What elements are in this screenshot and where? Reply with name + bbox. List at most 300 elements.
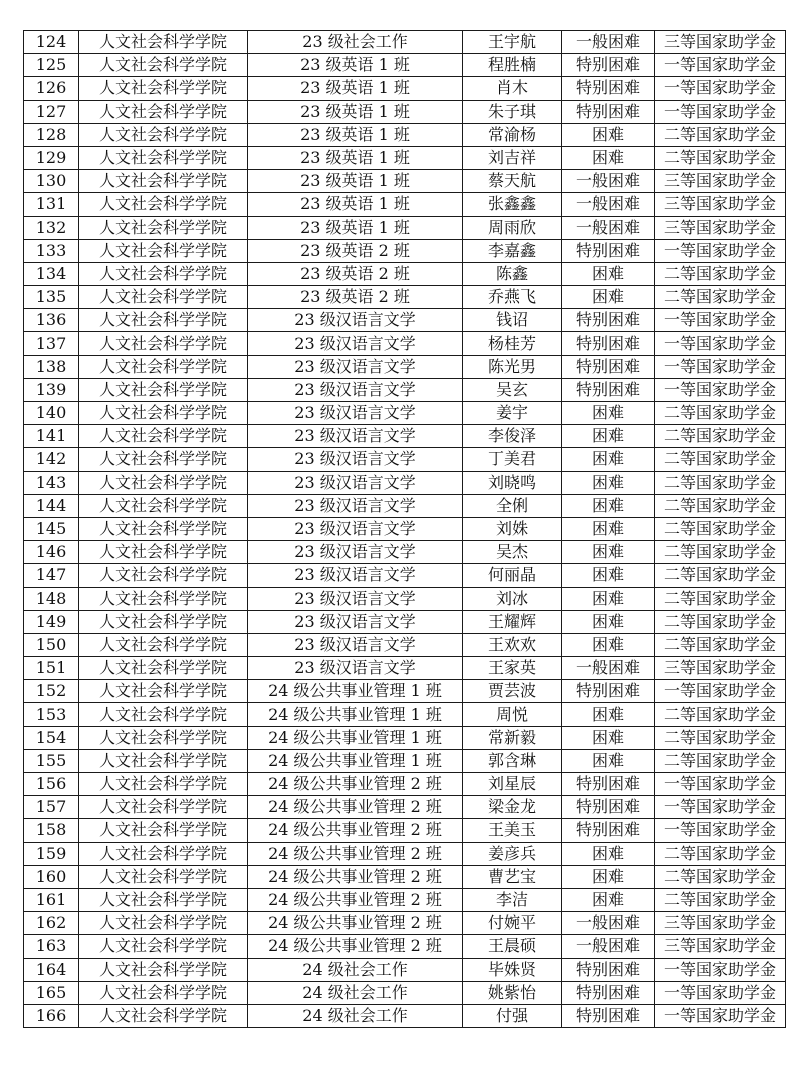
cell-student-name: 王晨硕 <box>463 935 562 958</box>
table-row <box>24 378 786 401</box>
cell-difficulty-level: 一般困难 <box>562 170 655 193</box>
cell-college: 人文社会科学学院 <box>79 773 248 796</box>
cell-grant-level: 一等国家助学金 <box>655 355 786 378</box>
cell-class: 24 级公共事业管理 1 班 <box>248 703 463 726</box>
cell-college: 人文社会科学学院 <box>79 378 248 401</box>
cell-grant-level: 二等国家助学金 <box>655 517 786 540</box>
cell-college: 人文社会科学学院 <box>79 402 248 425</box>
table-row <box>24 448 786 471</box>
cell-number: 127 <box>24 100 79 123</box>
cell-number: 130 <box>24 170 79 193</box>
table-row <box>24 262 786 285</box>
roster-body <box>24 31 786 1028</box>
cell-class: 23 级汉语言文学 <box>248 564 463 587</box>
cell-difficulty-level: 困难 <box>562 425 655 448</box>
cell-difficulty-level: 特别困难 <box>562 958 655 981</box>
cell-grant-level: 二等国家助学金 <box>655 610 786 633</box>
cell-student-name: 郭含琳 <box>463 749 562 772</box>
cell-difficulty-level: 特别困难 <box>562 378 655 401</box>
table-row <box>24 657 786 680</box>
cell-student-name: 吴玄 <box>463 378 562 401</box>
cell-student-name: 周悦 <box>463 703 562 726</box>
table-row <box>24 123 786 146</box>
cell-number: 148 <box>24 587 79 610</box>
cell-student-name: 王耀辉 <box>463 610 562 633</box>
cell-class: 23 级汉语言文学 <box>248 332 463 355</box>
cell-student-name: 王欢欢 <box>463 633 562 656</box>
cell-student-name: 程胜楠 <box>463 54 562 77</box>
cell-class: 24 级公共事业管理 2 班 <box>248 796 463 819</box>
cell-student-name: 李俊泽 <box>463 425 562 448</box>
cell-difficulty-level: 困难 <box>562 865 655 888</box>
cell-class: 24 级公共事业管理 1 班 <box>248 749 463 772</box>
cell-difficulty-level: 特别困难 <box>562 981 655 1004</box>
table-row <box>24 958 786 981</box>
cell-grant-level: 一等国家助学金 <box>655 239 786 262</box>
cell-college: 人文社会科学学院 <box>79 935 248 958</box>
cell-difficulty-level: 困难 <box>562 703 655 726</box>
cell-student-name: 曹艺宝 <box>463 865 562 888</box>
cell-difficulty-level: 特别困难 <box>562 239 655 262</box>
cell-class: 23 级汉语言文学 <box>248 633 463 656</box>
cell-class: 24 级社会工作 <box>248 981 463 1004</box>
cell-grant-level: 二等国家助学金 <box>655 865 786 888</box>
cell-grant-level: 二等国家助学金 <box>655 749 786 772</box>
cell-class: 23 级英语 1 班 <box>248 77 463 100</box>
table-row <box>24 819 786 842</box>
cell-college: 人文社会科学学院 <box>79 517 248 540</box>
cell-grant-level: 一等国家助学金 <box>655 819 786 842</box>
cell-college: 人文社会科学学院 <box>79 888 248 911</box>
cell-number: 150 <box>24 633 79 656</box>
cell-class: 23 级英语 1 班 <box>248 100 463 123</box>
cell-difficulty-level: 困难 <box>562 564 655 587</box>
cell-college: 人文社会科学学院 <box>79 1004 248 1027</box>
cell-number: 162 <box>24 912 79 935</box>
cell-grant-level: 一等国家助学金 <box>655 773 786 796</box>
cell-college: 人文社会科学学院 <box>79 262 248 285</box>
cell-number: 151 <box>24 657 79 680</box>
table-row <box>24 402 786 425</box>
cell-grant-level: 二等国家助学金 <box>655 564 786 587</box>
cell-student-name: 贾芸波 <box>463 680 562 703</box>
cell-class: 23 级英语 1 班 <box>248 123 463 146</box>
cell-grant-level: 二等国家助学金 <box>655 726 786 749</box>
cell-grant-level: 二等国家助学金 <box>655 541 786 564</box>
cell-student-name: 朱子琪 <box>463 100 562 123</box>
cell-number: 137 <box>24 332 79 355</box>
table-row <box>24 796 786 819</box>
cell-class: 24 级公共事业管理 2 班 <box>248 819 463 842</box>
cell-number: 145 <box>24 517 79 540</box>
cell-college: 人文社会科学学院 <box>79 309 248 332</box>
cell-grant-level: 二等国家助学金 <box>655 146 786 169</box>
cell-class: 23 级英语 1 班 <box>248 54 463 77</box>
table-row <box>24 216 786 239</box>
cell-number: 139 <box>24 378 79 401</box>
cell-student-name: 全俐 <box>463 494 562 517</box>
table-row <box>24 170 786 193</box>
cell-college: 人文社会科学学院 <box>79 912 248 935</box>
cell-number: 135 <box>24 286 79 309</box>
cell-number: 164 <box>24 958 79 981</box>
cell-student-name: 付婉平 <box>463 912 562 935</box>
cell-grant-level: 二等国家助学金 <box>655 842 786 865</box>
cell-college: 人文社会科学学院 <box>79 100 248 123</box>
cell-student-name: 肖木 <box>463 77 562 100</box>
cell-grant-level: 一等国家助学金 <box>655 981 786 1004</box>
table-row <box>24 912 786 935</box>
cell-college: 人文社会科学学院 <box>79 123 248 146</box>
table-row <box>24 610 786 633</box>
table-row <box>24 471 786 494</box>
cell-student-name: 常新毅 <box>463 726 562 749</box>
cell-student-name: 刘姝 <box>463 517 562 540</box>
cell-college: 人文社会科学学院 <box>79 564 248 587</box>
cell-class: 23 级汉语言文学 <box>248 425 463 448</box>
cell-class: 23 级汉语言文学 <box>248 517 463 540</box>
table-row <box>24 541 786 564</box>
cell-grant-level: 一等国家助学金 <box>655 100 786 123</box>
cell-college: 人文社会科学学院 <box>79 77 248 100</box>
cell-difficulty-level: 一般困难 <box>562 935 655 958</box>
cell-college: 人文社会科学学院 <box>79 355 248 378</box>
cell-class: 24 级社会工作 <box>248 958 463 981</box>
cell-college: 人文社会科学学院 <box>79 216 248 239</box>
cell-grant-level: 二等国家助学金 <box>655 471 786 494</box>
cell-class: 23 级汉语言文学 <box>248 610 463 633</box>
cell-college: 人文社会科学学院 <box>79 749 248 772</box>
cell-grant-level: 一等国家助学金 <box>655 332 786 355</box>
cell-grant-level: 一等国家助学金 <box>655 309 786 332</box>
cell-class: 24 级公共事业管理 2 班 <box>248 935 463 958</box>
cell-difficulty-level: 一般困难 <box>562 912 655 935</box>
cell-difficulty-level: 特别困难 <box>562 1004 655 1027</box>
cell-grant-level: 二等国家助学金 <box>655 587 786 610</box>
cell-number: 152 <box>24 680 79 703</box>
cell-student-name: 蔡天航 <box>463 170 562 193</box>
cell-college: 人文社会科学学院 <box>79 471 248 494</box>
cell-number: 158 <box>24 819 79 842</box>
cell-class: 24 级公共事业管理 1 班 <box>248 726 463 749</box>
cell-difficulty-level: 困难 <box>562 726 655 749</box>
cell-student-name: 刘晓鸣 <box>463 471 562 494</box>
cell-class: 23 级英语 1 班 <box>248 216 463 239</box>
cell-difficulty-level: 困难 <box>562 888 655 911</box>
cell-difficulty-level: 困难 <box>562 123 655 146</box>
table-row <box>24 494 786 517</box>
cell-grant-level: 一等国家助学金 <box>655 378 786 401</box>
cell-class: 23 级英语 2 班 <box>248 286 463 309</box>
cell-class: 24 级社会工作 <box>248 1004 463 1027</box>
cell-number: 129 <box>24 146 79 169</box>
cell-difficulty-level: 特别困难 <box>562 77 655 100</box>
cell-grant-level: 二等国家助学金 <box>655 402 786 425</box>
cell-number: 132 <box>24 216 79 239</box>
cell-college: 人文社会科学学院 <box>79 425 248 448</box>
cell-number: 140 <box>24 402 79 425</box>
cell-class: 23 级汉语言文学 <box>248 402 463 425</box>
cell-number: 163 <box>24 935 79 958</box>
cell-grant-level: 二等国家助学金 <box>655 703 786 726</box>
cell-number: 128 <box>24 123 79 146</box>
cell-number: 155 <box>24 749 79 772</box>
table-row <box>24 703 786 726</box>
cell-grant-level: 三等国家助学金 <box>655 216 786 239</box>
cell-difficulty-level: 困难 <box>562 402 655 425</box>
cell-college: 人文社会科学学院 <box>79 31 248 54</box>
table-row <box>24 239 786 262</box>
table-row <box>24 865 786 888</box>
table-row <box>24 749 786 772</box>
cell-student-name: 毕姝贤 <box>463 958 562 981</box>
cell-class: 23 级汉语言文学 <box>248 355 463 378</box>
cell-number: 131 <box>24 193 79 216</box>
cell-college: 人文社会科学学院 <box>79 448 248 471</box>
cell-college: 人文社会科学学院 <box>79 239 248 262</box>
cell-college: 人文社会科学学院 <box>79 981 248 1004</box>
cell-number: 153 <box>24 703 79 726</box>
cell-difficulty-level: 困难 <box>562 262 655 285</box>
cell-student-name: 丁美君 <box>463 448 562 471</box>
cell-student-name: 王宇航 <box>463 31 562 54</box>
cell-difficulty-level: 特别困难 <box>562 332 655 355</box>
cell-student-name: 杨桂芳 <box>463 332 562 355</box>
cell-grant-level: 一等国家助学金 <box>655 680 786 703</box>
cell-difficulty-level: 困难 <box>562 749 655 772</box>
cell-number: 156 <box>24 773 79 796</box>
cell-difficulty-level: 特别困难 <box>562 680 655 703</box>
cell-number: 143 <box>24 471 79 494</box>
cell-student-name: 姜宇 <box>463 402 562 425</box>
cell-college: 人文社会科学学院 <box>79 865 248 888</box>
cell-difficulty-level: 特别困难 <box>562 819 655 842</box>
cell-college: 人文社会科学学院 <box>79 610 248 633</box>
cell-student-name: 常渝杨 <box>463 123 562 146</box>
cell-difficulty-level: 困难 <box>562 471 655 494</box>
cell-grant-level: 三等国家助学金 <box>655 912 786 935</box>
cell-college: 人文社会科学学院 <box>79 819 248 842</box>
cell-class: 24 级公共事业管理 2 班 <box>248 888 463 911</box>
cell-class: 24 级公共事业管理 2 班 <box>248 842 463 865</box>
cell-grant-level: 二等国家助学金 <box>655 633 786 656</box>
cell-class: 24 级公共事业管理 1 班 <box>248 680 463 703</box>
cell-college: 人文社会科学学院 <box>79 726 248 749</box>
cell-number: 138 <box>24 355 79 378</box>
table-row <box>24 587 786 610</box>
cell-student-name: 刘星辰 <box>463 773 562 796</box>
cell-grant-level: 一等国家助学金 <box>655 1004 786 1027</box>
cell-difficulty-level: 特别困难 <box>562 796 655 819</box>
cell-class: 24 级公共事业管理 2 班 <box>248 912 463 935</box>
cell-difficulty-level: 特别困难 <box>562 100 655 123</box>
cell-class: 23 级汉语言文学 <box>248 587 463 610</box>
cell-student-name: 王美玉 <box>463 819 562 842</box>
cell-class: 23 级汉语言文学 <box>248 309 463 332</box>
cell-college: 人文社会科学学院 <box>79 332 248 355</box>
cell-difficulty-level: 一般困难 <box>562 657 655 680</box>
cell-student-name: 姜彦兵 <box>463 842 562 865</box>
cell-college: 人文社会科学学院 <box>79 633 248 656</box>
cell-difficulty-level: 一般困难 <box>562 216 655 239</box>
cell-class: 23 级社会工作 <box>248 31 463 54</box>
cell-difficulty-level: 困难 <box>562 494 655 517</box>
cell-grant-level: 一等国家助学金 <box>655 958 786 981</box>
cell-college: 人文社会科学学院 <box>79 842 248 865</box>
cell-number: 124 <box>24 31 79 54</box>
cell-number: 157 <box>24 796 79 819</box>
cell-difficulty-level: 困难 <box>562 286 655 309</box>
table-row <box>24 1004 786 1027</box>
table-row <box>24 54 786 77</box>
table-row <box>24 425 786 448</box>
cell-college: 人文社会科学学院 <box>79 286 248 309</box>
table-row <box>24 680 786 703</box>
table-row <box>24 286 786 309</box>
cell-grant-level: 一等国家助学金 <box>655 77 786 100</box>
cell-college: 人文社会科学学院 <box>79 657 248 680</box>
cell-student-name: 陈光男 <box>463 355 562 378</box>
cell-difficulty-level: 一般困难 <box>562 31 655 54</box>
cell-difficulty-level: 困难 <box>562 517 655 540</box>
cell-grant-level: 二等国家助学金 <box>655 262 786 285</box>
table-row <box>24 842 786 865</box>
table-row <box>24 31 786 54</box>
cell-number: 125 <box>24 54 79 77</box>
table-row <box>24 100 786 123</box>
cell-class: 23 级汉语言文学 <box>248 448 463 471</box>
cell-difficulty-level: 困难 <box>562 587 655 610</box>
cell-student-name: 何丽晶 <box>463 564 562 587</box>
table-row <box>24 981 786 1004</box>
cell-class: 23 级英语 1 班 <box>248 193 463 216</box>
cell-student-name: 王家英 <box>463 657 562 680</box>
cell-college: 人文社会科学学院 <box>79 494 248 517</box>
cell-grant-level: 三等国家助学金 <box>655 657 786 680</box>
cell-number: 160 <box>24 865 79 888</box>
cell-number: 134 <box>24 262 79 285</box>
cell-grant-level: 三等国家助学金 <box>655 170 786 193</box>
cell-student-name: 李嘉鑫 <box>463 239 562 262</box>
cell-grant-level: 三等国家助学金 <box>655 935 786 958</box>
cell-grant-level: 三等国家助学金 <box>655 31 786 54</box>
table-row <box>24 517 786 540</box>
grant-roster-table <box>23 30 786 1028</box>
table-row <box>24 633 786 656</box>
cell-college: 人文社会科学学院 <box>79 796 248 819</box>
cell-grant-level: 二等国家助学金 <box>655 286 786 309</box>
cell-college: 人文社会科学学院 <box>79 54 248 77</box>
cell-difficulty-level: 困难 <box>562 610 655 633</box>
cell-class: 23 级英语 2 班 <box>248 239 463 262</box>
cell-student-name: 陈鑫 <box>463 262 562 285</box>
cell-number: 149 <box>24 610 79 633</box>
cell-college: 人文社会科学学院 <box>79 193 248 216</box>
cell-number: 141 <box>24 425 79 448</box>
cell-number: 142 <box>24 448 79 471</box>
cell-number: 166 <box>24 1004 79 1027</box>
cell-class: 23 级汉语言文学 <box>248 378 463 401</box>
cell-grant-level: 二等国家助学金 <box>655 123 786 146</box>
cell-student-name: 钱诏 <box>463 309 562 332</box>
cell-difficulty-level: 特别困难 <box>562 54 655 77</box>
cell-difficulty-level: 困难 <box>562 448 655 471</box>
cell-student-name: 乔燕飞 <box>463 286 562 309</box>
table-row <box>24 935 786 958</box>
cell-number: 159 <box>24 842 79 865</box>
cell-student-name: 刘冰 <box>463 587 562 610</box>
cell-class: 23 级英语 1 班 <box>248 146 463 169</box>
cell-number: 144 <box>24 494 79 517</box>
cell-college: 人文社会科学学院 <box>79 170 248 193</box>
cell-class: 23 级汉语言文学 <box>248 657 463 680</box>
cell-number: 133 <box>24 239 79 262</box>
cell-college: 人文社会科学学院 <box>79 541 248 564</box>
cell-difficulty-level: 特别困难 <box>562 773 655 796</box>
table-row <box>24 773 786 796</box>
cell-college: 人文社会科学学院 <box>79 703 248 726</box>
cell-number: 136 <box>24 309 79 332</box>
cell-difficulty-level: 困难 <box>562 541 655 564</box>
cell-difficulty-level: 特别困难 <box>562 355 655 378</box>
cell-difficulty-level: 特别困难 <box>562 309 655 332</box>
table-row <box>24 332 786 355</box>
table-row <box>24 564 786 587</box>
cell-number: 146 <box>24 541 79 564</box>
table-row <box>24 77 786 100</box>
cell-student-name: 刘吉祥 <box>463 146 562 169</box>
cell-class: 23 级汉语言文学 <box>248 494 463 517</box>
cell-class: 23 级汉语言文学 <box>248 541 463 564</box>
cell-college: 人文社会科学学院 <box>79 587 248 610</box>
cell-student-name: 李洁 <box>463 888 562 911</box>
cell-college: 人文社会科学学院 <box>79 958 248 981</box>
table-row <box>24 888 786 911</box>
cell-student-name: 姚紫怡 <box>463 981 562 1004</box>
cell-student-name: 付强 <box>463 1004 562 1027</box>
cell-grant-level: 一等国家助学金 <box>655 54 786 77</box>
cell-class: 23 级英语 1 班 <box>248 170 463 193</box>
table-row <box>24 355 786 378</box>
table-row <box>24 309 786 332</box>
cell-grant-level: 二等国家助学金 <box>655 494 786 517</box>
cell-number: 161 <box>24 888 79 911</box>
cell-student-name: 吴杰 <box>463 541 562 564</box>
cell-difficulty-level: 一般困难 <box>562 193 655 216</box>
cell-number: 126 <box>24 77 79 100</box>
cell-grant-level: 二等国家助学金 <box>655 425 786 448</box>
cell-number: 147 <box>24 564 79 587</box>
table-row <box>24 726 786 749</box>
cell-college: 人文社会科学学院 <box>79 680 248 703</box>
cell-college: 人文社会科学学院 <box>79 146 248 169</box>
cell-grant-level: 三等国家助学金 <box>655 193 786 216</box>
cell-number: 154 <box>24 726 79 749</box>
cell-class: 23 级英语 2 班 <box>248 262 463 285</box>
cell-student-name: 张鑫鑫 <box>463 193 562 216</box>
cell-grant-level: 二等国家助学金 <box>655 888 786 911</box>
cell-difficulty-level: 困难 <box>562 633 655 656</box>
table-row <box>24 193 786 216</box>
cell-difficulty-level: 困难 <box>562 842 655 865</box>
cell-grant-level: 一等国家助学金 <box>655 796 786 819</box>
table-row <box>24 146 786 169</box>
cell-student-name: 梁金龙 <box>463 796 562 819</box>
cell-class: 24 级公共事业管理 2 班 <box>248 773 463 796</box>
cell-grant-level: 二等国家助学金 <box>655 448 786 471</box>
cell-student-name: 周雨欣 <box>463 216 562 239</box>
cell-number: 165 <box>24 981 79 1004</box>
